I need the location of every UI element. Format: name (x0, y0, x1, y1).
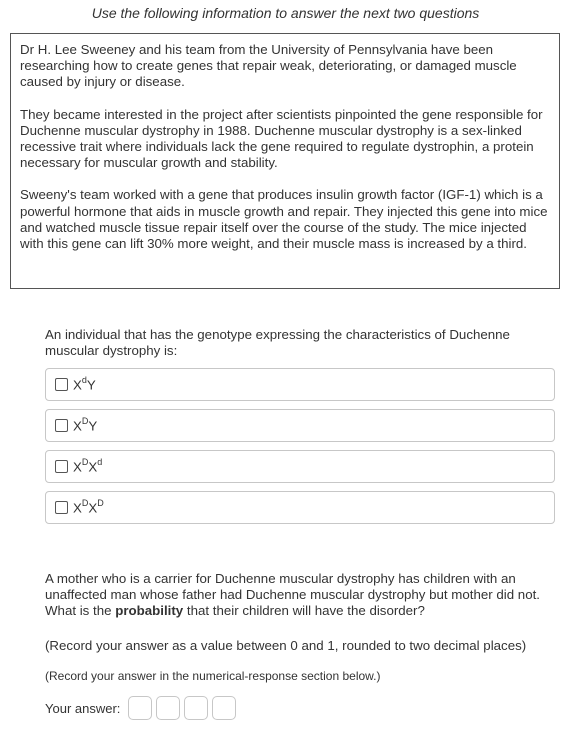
option-2[interactable] (45, 409, 555, 442)
checkbox-icon[interactable] (55, 419, 68, 432)
checkbox-icon[interactable] (55, 378, 68, 391)
passage-paragraph-3: Sweeny's team worked with a gene that produces insulin growth factor (IGF-1) which is a powerful hormone that aids in muscle growth and repair. They injected this gene into mice and watched muscle tissue repair itself over the course of the study. The mice injected with this gene can lift 30% more weight, and their muscle mass is increased by a third. (20, 187, 548, 252)
instruction-text: Use the following information to answer the next two questions (91, 5, 480, 21)
answer-label: Your answer: (45, 700, 121, 716)
option-3[interactable] (45, 450, 555, 483)
option-4[interactable] (45, 491, 555, 524)
option-label: $X^DY$ (73, 416, 98, 434)
question-1-options (45, 368, 555, 532)
question-2-text: A mother who is a carrier for Duchenne muscular dystrophy has children with an unaffected man whose father had Duchenne muscular dystrophy but mother did not. What is the probability that their children will have the disorder? (45, 571, 540, 619)
answer-instruction: (Record your answer as a value between 0 and 1, rounded to two decimal places) (45, 638, 527, 653)
passage-paragraph-1: Dr H. Lee Sweeney and his team from the University of Pennsylvania have been researching how to create genes that repair weak, deteriorating, or damaged muscle caused by injury or disease. (20, 42, 517, 90)
response-instruction: (Record your answer in the numerical-response section below.) (45, 669, 381, 683)
answer-digit-box[interactable] (212, 696, 236, 720)
answer-digit-box[interactable] (184, 696, 208, 720)
answer-digit-box[interactable] (128, 696, 152, 720)
checkbox-icon[interactable] (55, 501, 68, 514)
answer-row (45, 696, 236, 720)
option-label: $X^dY$ (73, 375, 96, 393)
answer-digit-box[interactable] (156, 696, 180, 720)
checkbox-icon[interactable] (55, 460, 68, 473)
passage-paragraph-2: They became interested in the project after scientists pinpointed the gene responsible for Duchenne muscular dystrophy in 1988. Duchenne muscular dystrophy is a sex-linked recessive trait where individuals lack the gene required to regulate dystrophin, a protein necessary for muscular growth and stability. (20, 106, 543, 171)
option-1[interactable] (45, 368, 555, 401)
passage-box (10, 33, 560, 289)
question-1-text: An individual that has the genotype expressing the characteristics of Duchenne muscular dystrophy is: (45, 327, 510, 359)
option-label: $X^DX^D$ (73, 498, 104, 516)
option-label: $X^DX^d$ (73, 457, 103, 475)
emphasis-text: probability (115, 603, 184, 619)
